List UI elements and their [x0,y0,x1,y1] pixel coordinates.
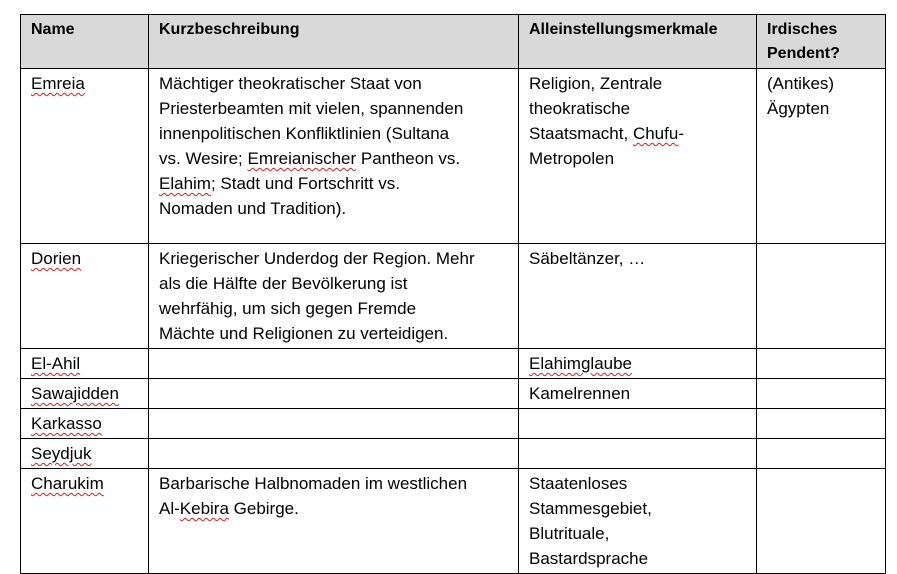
table-row [21,244,886,349]
usp-text: Staatsmacht, [529,124,633,143]
cell-earthly [757,379,886,409]
region-name: Emreia [31,74,85,93]
desc-text: vs. Wesire; [159,149,248,168]
cell-earthly [757,69,886,244]
earthly-line: Ägypten [767,99,830,118]
cell-earthly [757,469,886,574]
cell-name [21,409,149,439]
desc-line: Priesterbeamten mit vielen, spannenden [159,99,464,118]
cell-earthly [757,244,886,349]
cell-name [21,349,149,379]
desc-text: Al- [159,499,180,518]
region-name: Dorien [31,249,82,268]
desc-line: wehrfähig, um sich gegen Fremde [159,299,417,318]
desc-text: ; Stadt und Fortschritt vs. [210,174,400,193]
cell-description [149,379,519,409]
usp-line: Staatenloses [529,474,628,493]
usp-text: Elahimglaube [529,354,633,373]
cell-usp [519,439,757,469]
cell-usp [519,469,757,574]
cell-usp [519,409,757,439]
desc-line: Barbarische Halbnomaden im westlichen [159,474,468,493]
desc-text: Kebira [179,499,229,518]
desc-line: Kriegerischer Underdog der Region. Mehr [159,249,475,268]
table-row [21,439,886,469]
document-page [20,14,886,574]
header-earthly-line-1: Irdisches [767,21,838,38]
usp-line: Stammesgebiet, [529,499,652,518]
cell-description [149,244,519,349]
desc-line: Nomaden und Tradition). [159,199,347,218]
cell-name [21,379,149,409]
desc-text: Emreianischer [247,149,357,168]
table-row [21,69,886,244]
desc-line: Mächte und Religionen zu verteidigen. [159,324,449,343]
desc-line [159,146,508,171]
cell-description [149,439,519,469]
region-name: El-Ahil [31,354,81,373]
usp-line: theokratische [529,99,631,118]
cell-name [21,439,149,469]
usp-text: Chufu [632,124,679,143]
cell-description [149,409,519,439]
usp-line: Blutrituale, [529,524,610,543]
cell-name [21,244,149,349]
usp-line: Metropolen [529,149,615,168]
usp-line: Bastardsprache [529,549,649,568]
cell-description [149,469,519,574]
cell-earthly [757,349,886,379]
region-name: Charukim [31,474,104,493]
cell-description [149,349,519,379]
cell-name [21,69,149,244]
desc-line: innenpolitischen Konfliktlinien (Sultana [159,124,450,143]
cell-description [149,69,519,244]
cell-earthly [757,439,886,469]
desc-line [159,171,508,196]
table-row [21,349,886,379]
region-name: Seydjuk [31,444,92,463]
header-earthly-line-2: Pendent? [767,45,840,62]
cell-usp [519,349,757,379]
cell-name [21,469,149,574]
desc-text: Elahim [159,174,211,193]
desc-line: als die Hälfte der Bevölkerung ist [159,274,408,293]
header-earthly-counterpart [757,15,886,69]
cell-usp [519,69,757,244]
table-row [21,409,886,439]
usp-text: - [678,124,684,143]
desc-line: Mächtiger theokratischer Staat von [159,74,422,93]
desc-line [159,496,508,521]
region-name: Sawajidden [31,384,119,403]
header-name: Name [21,15,149,69]
header-row [21,15,886,69]
regions-table [20,14,886,574]
earthly-line: (Antikes) [767,74,835,93]
header-usp: Alleinstellungsmerkmale [519,15,757,69]
header-description: Kurzbeschreibung [149,15,519,69]
region-name: Karkasso [31,414,102,433]
table-row [21,469,886,574]
usp-line: Religion, Zentrale [529,74,663,93]
desc-text: Pantheon vs. [356,149,461,168]
cell-usp: Säbeltänzer, … [519,244,757,349]
cell-usp: Kamelrennen [519,379,757,409]
usp-line [529,121,746,146]
desc-text: Gebirge. [228,499,299,518]
table-row [21,379,886,409]
cell-earthly [757,409,886,439]
